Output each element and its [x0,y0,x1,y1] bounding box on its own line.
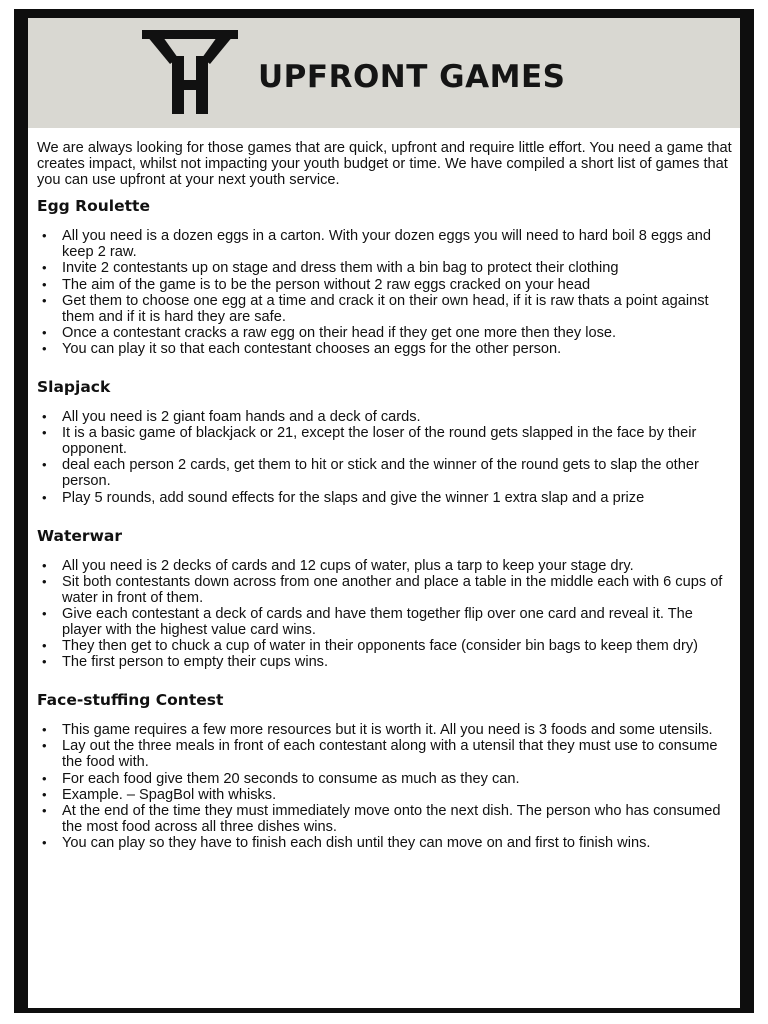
list-item: • Invite 2 contestants up on stage and dress them with a bin bag to protect their clothing [37,260,733,276]
bullet-list [37,228,733,357]
section-title: Slapjack [37,378,111,397]
section-title: Waterwar [37,526,122,545]
section-title: Face-stuffing Contest [37,691,224,710]
list-item: • It is a basic game of blackjack or 21, except the loser of the round gets slapped in the face by their opponent. [37,425,733,457]
ya-monogram-logo-icon [142,30,238,114]
list-item: • Lay out the three meals in front of each contestant along with a utensil that they must use to consume the food with. [37,738,733,770]
list-item: • You can play it so that each contestant chooses an eggs for the other person. [37,341,733,357]
section-slapjack [37,377,733,506]
page-title: UPFRONT GAMES [258,59,566,95]
list-item: • Get them to choose one egg at a time and crack it on their own head, if it is raw thats a point against them and if it is hard they are safe. [37,293,733,325]
section-title: Egg Roulette [37,197,150,216]
logo-cross-bar [172,80,208,90]
bullet-list [37,409,733,506]
list-item: • All you need is 2 decks of cards and 12 cups of water, plus a tarp to keep your stage dry. [37,558,733,574]
list-item: • Example. – SpagBol with whisks. [37,787,733,803]
list-item: • Sit both contestants down across from one another and place a table in the middle each with 6 cups of water in front of them. [37,574,733,606]
list-item: • deal each person 2 cards, get them to hit or stick and the winner of the round gets to slap the other person. [37,457,733,489]
list-item: • All you need is a dozen eggs in a carton. With your dozen eggs you will need to hard boil 8 eggs and keep 2 raw. [37,228,733,260]
list-item: • They then get to chuck a cup of water in their opponents face (consider bin bags to keep them dry) [37,638,733,654]
list-item: • For each food give them 20 seconds to consume as much as they can. [37,771,733,787]
bullet-list [37,558,733,671]
list-item: • You can play so they have to finish each dish until they can move on and first to finish wins. [37,835,733,851]
list-item: • Give each contestant a deck of cards and have them together flip over one card and reveal it. The player with the highest value card wins. [37,606,733,638]
section-egg-roulette [37,196,733,357]
list-item: • The aim of the game is to be the person without 2 raw eggs cracked on your head [37,277,733,293]
logo-top-bar [142,30,238,39]
bullet-list [37,722,733,851]
page-border [14,9,754,1013]
list-item: • Once a contestant cracks a raw egg on their head if they get one more then they lose. [37,325,733,341]
section-waterwar [37,526,733,671]
list-item: • All you need is 2 giant foam hands and a deck of cards. [37,409,733,425]
document-body [37,140,733,871]
section-face-stuffing-contest [37,690,733,851]
list-item: • Play 5 rounds, add sound effects for the slaps and give the winner 1 extra slap and a prize [37,490,733,506]
list-item: • This game requires a few more resources but it is worth it. All you need is 3 foods and some utensils. [37,722,733,738]
document-sheet [28,18,740,1008]
intro-paragraph: We are always looking for those games that are quick, upfront and require little effort. You need a game that creates impact, whilst not impacting your youth budget or time. We have compiled a short list of games that you can use upfront at your next youth service. [37,140,732,189]
header-banner [28,18,740,128]
list-item: • The first person to empty their cups wins. [37,654,733,670]
list-item: • At the end of the time they must immediately move onto the next dish. The person who has consumed the most food across all three dishes wins. [37,803,733,835]
